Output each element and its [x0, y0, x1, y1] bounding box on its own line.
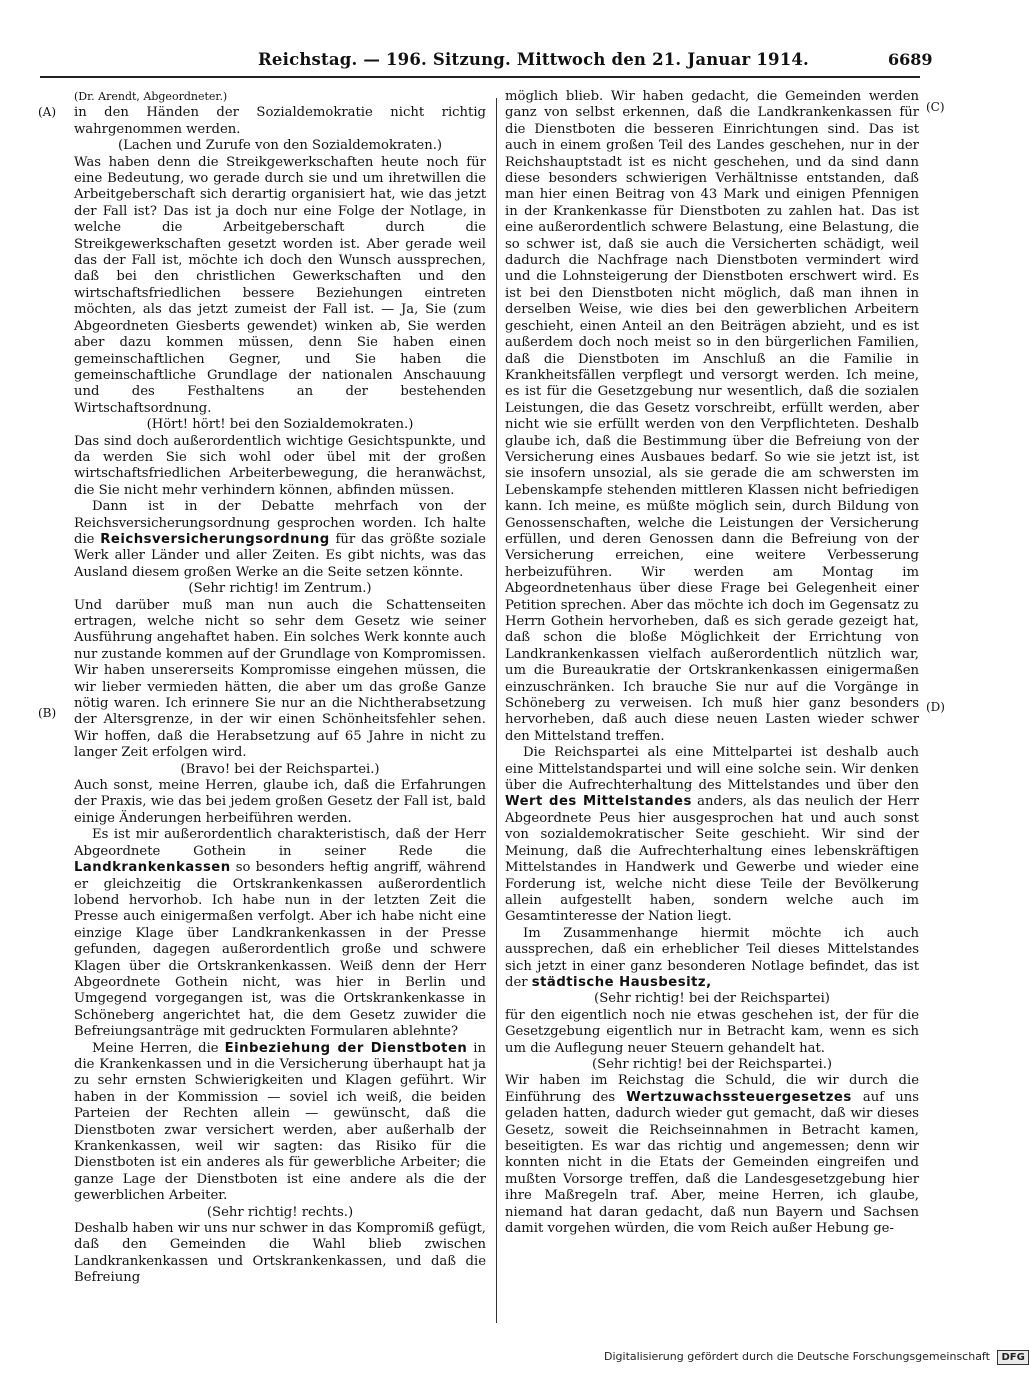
page-header	[0, 50, 1000, 74]
paragraph: Deshalb haben wir uns nur schwer in das Kompromiß gefügt, daß den Gemeinden die Wahl blieb zwischen Landkrankenkassen und Ortskrankenkassen, und daß die Befreiung	[74, 1221, 486, 1286]
interjection: (Sehr richtig! bei der Reichspartei.)	[591, 1056, 833, 1072]
right-column	[505, 89, 919, 1314]
dfg-logo: DFG	[997, 1350, 1028, 1365]
page-number: 6689	[888, 50, 933, 69]
margin-mark-a: (A)	[38, 105, 57, 119]
paragraph: Auch sonst, meine Herren, glaube ich, daß die Erfahrungen der Praxis, wie das bei jedem großen Gesetz der Fall ist, bald einige Änderungen herbeiführen werden.	[74, 778, 486, 826]
interjection: (Sehr richtig! im Zentrum.)	[188, 581, 372, 597]
header-rule	[40, 76, 920, 78]
paragraph: möglich blieb. Wir haben gedacht, die Gemeinden werden ganz von selbst erkennen, daß die Landkrankenkassen für die Dienstboten die besseren Einrichtungen sind. Das ist auch in einem großen Teil des Landes geschehen, nur in der Reichshauptstadt ist es nicht geschehen, und da sind dann diese besonders schwierigen Verhältnisse entstanden, daß man hier einen Beitrag von 43 Mark und einigen Pfennigen in der Krankenkasse für Dienstboten zu zahlen hat. Das ist eine außerordentlich schwere Belastung, eine Belastung, die so schwer ist, daß sie auch die Versicherten schädigt, weil dadurch die Nachfrage nach Dienstboten vermindert wird und die Lohnsteigerung der Dienstboten erschwert wird. Es ist bei den Dienstboten nicht möglich, daß man ihnen in derselben Weise, wie dies bei den gewerblichen Arbeitern geschieht, einen Anteil an den Beiträgen abzieht, und es ist außerdem doch noch meist so in den bürgerlichen Familien, daß die Dienstboten im Anschluß an die Familie in Krankheitsfällen verpflegt und versorgt werden. Ich meine, es ist für die Gesetzgebung nur wesentlich, daß die sozialen Leistungen, die das Gesetz vorschreibt, erfüllt werden, aber nicht wie sie erfüllt werden von den Verpflichteten. Deshalb glaube ich, daß die Bestimmung über die Befreiung von der Versicherung eines Ausbaues bedarf. So wie sie jetzt ist, ist sie insofern unsozial, als sie gerade die am schwersten im Lebenskampfe stehenden mittleren Klassen nicht befriedigen kann. Ich meine, es müßte möglich sein, durch Bildung von Genossenschaften, welche die Leistungen der Versicherung erfüllen, und deren Genossen dann die Befreiung von der Versicherung erreichen, eine weitere Verbesserung herbeizuführen. Wir werden am Montag im Abgeordnetenhaus über diese Frage bei Gelegenheit einer Petition sprechen. Aber das möchte ich doch im Gegensatz zu Herrn Gothein hervorheben, daß es sich gerade gezeigt hat, daß schon die bloße Möglichkeit der Errichtung von Landkrankenkassen vielfach außerordentlich nützlich war, um die Bureaukratie der Ortskrankenkassen einigermaßen einzuschränken. Ich brauche Sie nur auf die Vorgänge in Schöneberg zu verweisen. Ich muß hier ganz besonders hervorheben, daß auch diese neuen Lasten wieder schwer den Mittelstand treffen.	[505, 89, 920, 744]
column-divider	[496, 98, 497, 1323]
margin-mark-b: (B)	[38, 706, 57, 720]
emphasis: Wertzuwachssteuergesetzes	[626, 1089, 852, 1105]
interjection: (Hört! hört! bei den Sozialdemokraten.)	[146, 417, 414, 433]
paragraph: in den Händen der Sozialdemokratie nicht richtig wahrgenommen werden.	[74, 105, 486, 137]
paragraph: Was haben denn die Streikgewerkschaften heute noch für eine Bedeutung, wo gerade durch sie und um ihretwillen die Arbeitgeberschaft sich derartig organisiert hat, wie das jetzt der Fall ist? Das ist ja doch nur eine Folge der Notlage, in welche die Arbeitgeberschaft durch die Streikgewerkschaften gesetzt worden ist. Aber gerade weil das der Fall ist, möchte ich doch den Wunsch aussprechen, daß bei den christlichen Gewerkschaften und den wirtschaftsfriedlichen bessere Beziehungen eintreten möchten, als das jetzt zumeist der Fall ist. — Ja, Sie (zum Abgeordneten Giesberts gewendet) winken ab, Sie werden aber dazu kommen müssen, denn Sie haben einen gemeinschaftlichen Gegner, und Sie haben die gemeinschaftliche Grundlage der nationalen Anschauung und des Festhaltens an der bestehenden Wirtschaftsordnung.	[74, 154, 486, 416]
paragraph: Wir haben im Reichstag die Schuld, die wir durch die Einführung des Wertzuwachssteuergesetzes auf uns geladen hatten, dadurch wieder gut gemacht, daß wir dieses Gesetz, soweit die Reichseinnahmen in Betracht kamen, beseitigten. Es war das richtig und angemessen; denn wir konnten nicht in die Etats der Gemeinden eingreifen und mußten Vorsorge treffen, daß die Landesgesetzgebung hier ihre Maßregeln traf. Aber, meine Herren, ich glaube, niemand hat daran gedacht, daß nun Bayern und Sachsen damit vorgehen würden, die vom Reich außer Hebung ge-	[505, 1073, 919, 1237]
emphasis: Wert des Mittelstandes	[505, 794, 692, 810]
margin-mark-c: (C)	[926, 100, 945, 114]
emphasis: städtische Hausbesitz,	[531, 974, 712, 990]
paragraph: Das sind doch außerordentlich wichtige Gesichtspunkte, und da werden Sie sich wohl oder übel mit der großen wirtschaftsfriedlichen Arbeiterbewegung, die heranwächst, die Sie nicht mehr verhindern können, abfinden müssen.	[74, 433, 486, 498]
paragraph: für den eigentlich noch nie etwas geschehen ist, der für die Gesetzgebung eigentlich nur in Betracht kam, wenn es sich um die Auflegung neuer Steuern gehandelt hat.	[505, 1007, 919, 1056]
footer-text: Digitalisierung gefördert durch die Deutsche Forschungsgemeinschaft	[604, 1350, 990, 1363]
interjection: (Sehr richtig! rechts.)	[206, 1204, 354, 1220]
paragraph: Die Reichspartei als eine Mittelpartei ist deshalb auch eine Mittelstandspartei und will eine solche sein. Wir denken über die Aufrechterhaltung des Mittelstandes und über den Wert des Mittelstandes anders, als das neulich der Herr Abgeordnete Peus hier ausgesprochen hat und auch sonst von sozialdemokratischer Seite geschieht. Wir sind der Meinung, daß die Aufrechterhaltung eines lebenskräftigen Mittelstandes in Handwerk und Gewerbe und wieder eine Forderung ist, welche nicht diese Teile der Bevölkerung allein aufgestellt haben, sondern welche auch im Gesamtinteresse der Nation liegt.	[505, 745, 920, 925]
interjection: (Sehr richtig! bei der Reichspartei)	[594, 991, 830, 1007]
paragraph: Es ist mir außerordentlich charakteristisch, daß der Herr Abgeordnete Gothein in seiner Rede die Landkrankenkassen so besonders heftig angriff, während er gleichzeitig die Ortskrankenkassen außerordentlich lobend hervorhob. Ich habe nun in der letzten Zeit die Presse auch einigermaßen verfolgt. Aber ich habe nicht eine einzige Klage über Landkrankenkassen in der Presse gefunden, dagegen außerordentlich große und schwere Klagen über die Ortskrankenkassen. Weiß denn der Herr Abgeordnete Gothein nicht, was hier in Berlin und Umgegend vorgegangen ist, was die Ortskrankenkasse in Schöneberg angerichtet hat, die dem Gesetz zuwider die Befreiungsanträge mit gedruckten Formularen ablehnte?	[74, 827, 486, 1040]
paragraph: Im Zusammenhange hiermit möchte ich auch aussprechen, daß ein erheblicher Teil dieses Mittelstandes sich jetzt in einer ganz besonderen Notlage befindet, das ist der städtische Hausbesitz,	[505, 925, 919, 990]
emphasis: Reichsversicherungsordnung	[100, 531, 330, 547]
emphasis: Einbeziehung der Dienstboten	[224, 1040, 468, 1056]
speaker-note: (Dr. Arendt, Abgeordneter.)	[74, 90, 228, 103]
digitization-footer	[604, 1350, 1025, 1368]
paragraph: Dann ist in der Debatte mehrfach von der Reichsversicherungsordnung gesprochen worden. Ich halte die Reichsversicherungsordnung für das größte soziale Werk aller Länder und aller Zeiten. Es gibt nichts, was das Ausland diesem großen Werke an die Seite setzen könnte.	[74, 499, 486, 580]
margin-mark-d: (D)	[926, 700, 945, 714]
running-title: Reichstag. — 196. Sitzung. Mittwoch den 21. Januar 1914.	[258, 50, 810, 69]
interjection: (Bravo! bei der Reichspartei.)	[180, 761, 380, 777]
paragraph: Und darüber muß man nun auch die Schattenseiten ertragen, welche nicht so sehr dem Gesetz wie seiner Ausführung angehaftet haben. Ein solches Werk konnte auch nur zustande kommen auf der Grundlage von Kompromissen. Wir haben unsererseits Kompromisse eingehen müssen, die wir lieber vermieden hätten, die aber um das große Ganze nötig waren. Ich erinnere Sie nur an die Nichtherabsetzung der Altersgrenze, in der wir einen Schönheitsfehler sehen. Wir hoffen, daß die Herabsetzung auf 65 Jahre in nicht zu langer Zeit erfolgen wird.	[74, 597, 486, 761]
left-column	[74, 89, 486, 1324]
interjection: (Lachen und Zurufe von den Sozialdemokraten.)	[117, 138, 443, 154]
paragraph: Meine Herren, die Einbeziehung der Dienstboten in die Krankenkassen und in die Versicherung überhaupt hat ja zu sehr ernsten Schwierigkeiten und Klagen geführt. Wir haben in der Kommission — soviel ich weiß, die beiden Parteien der Rechten allein — gewünscht, daß die Dienstboten zwar versichert werden, aber außerhalb der Krankenkassen, weil wir sagten: das Risiko für die Dienstboten ist ein anderes als für gewerbliche Arbeiter; die ganze Lage der Dienstboten ist eine andere als die der gewerblichen Arbeiter.	[74, 1040, 486, 1204]
emphasis: Landkrankenkassen	[74, 860, 231, 876]
